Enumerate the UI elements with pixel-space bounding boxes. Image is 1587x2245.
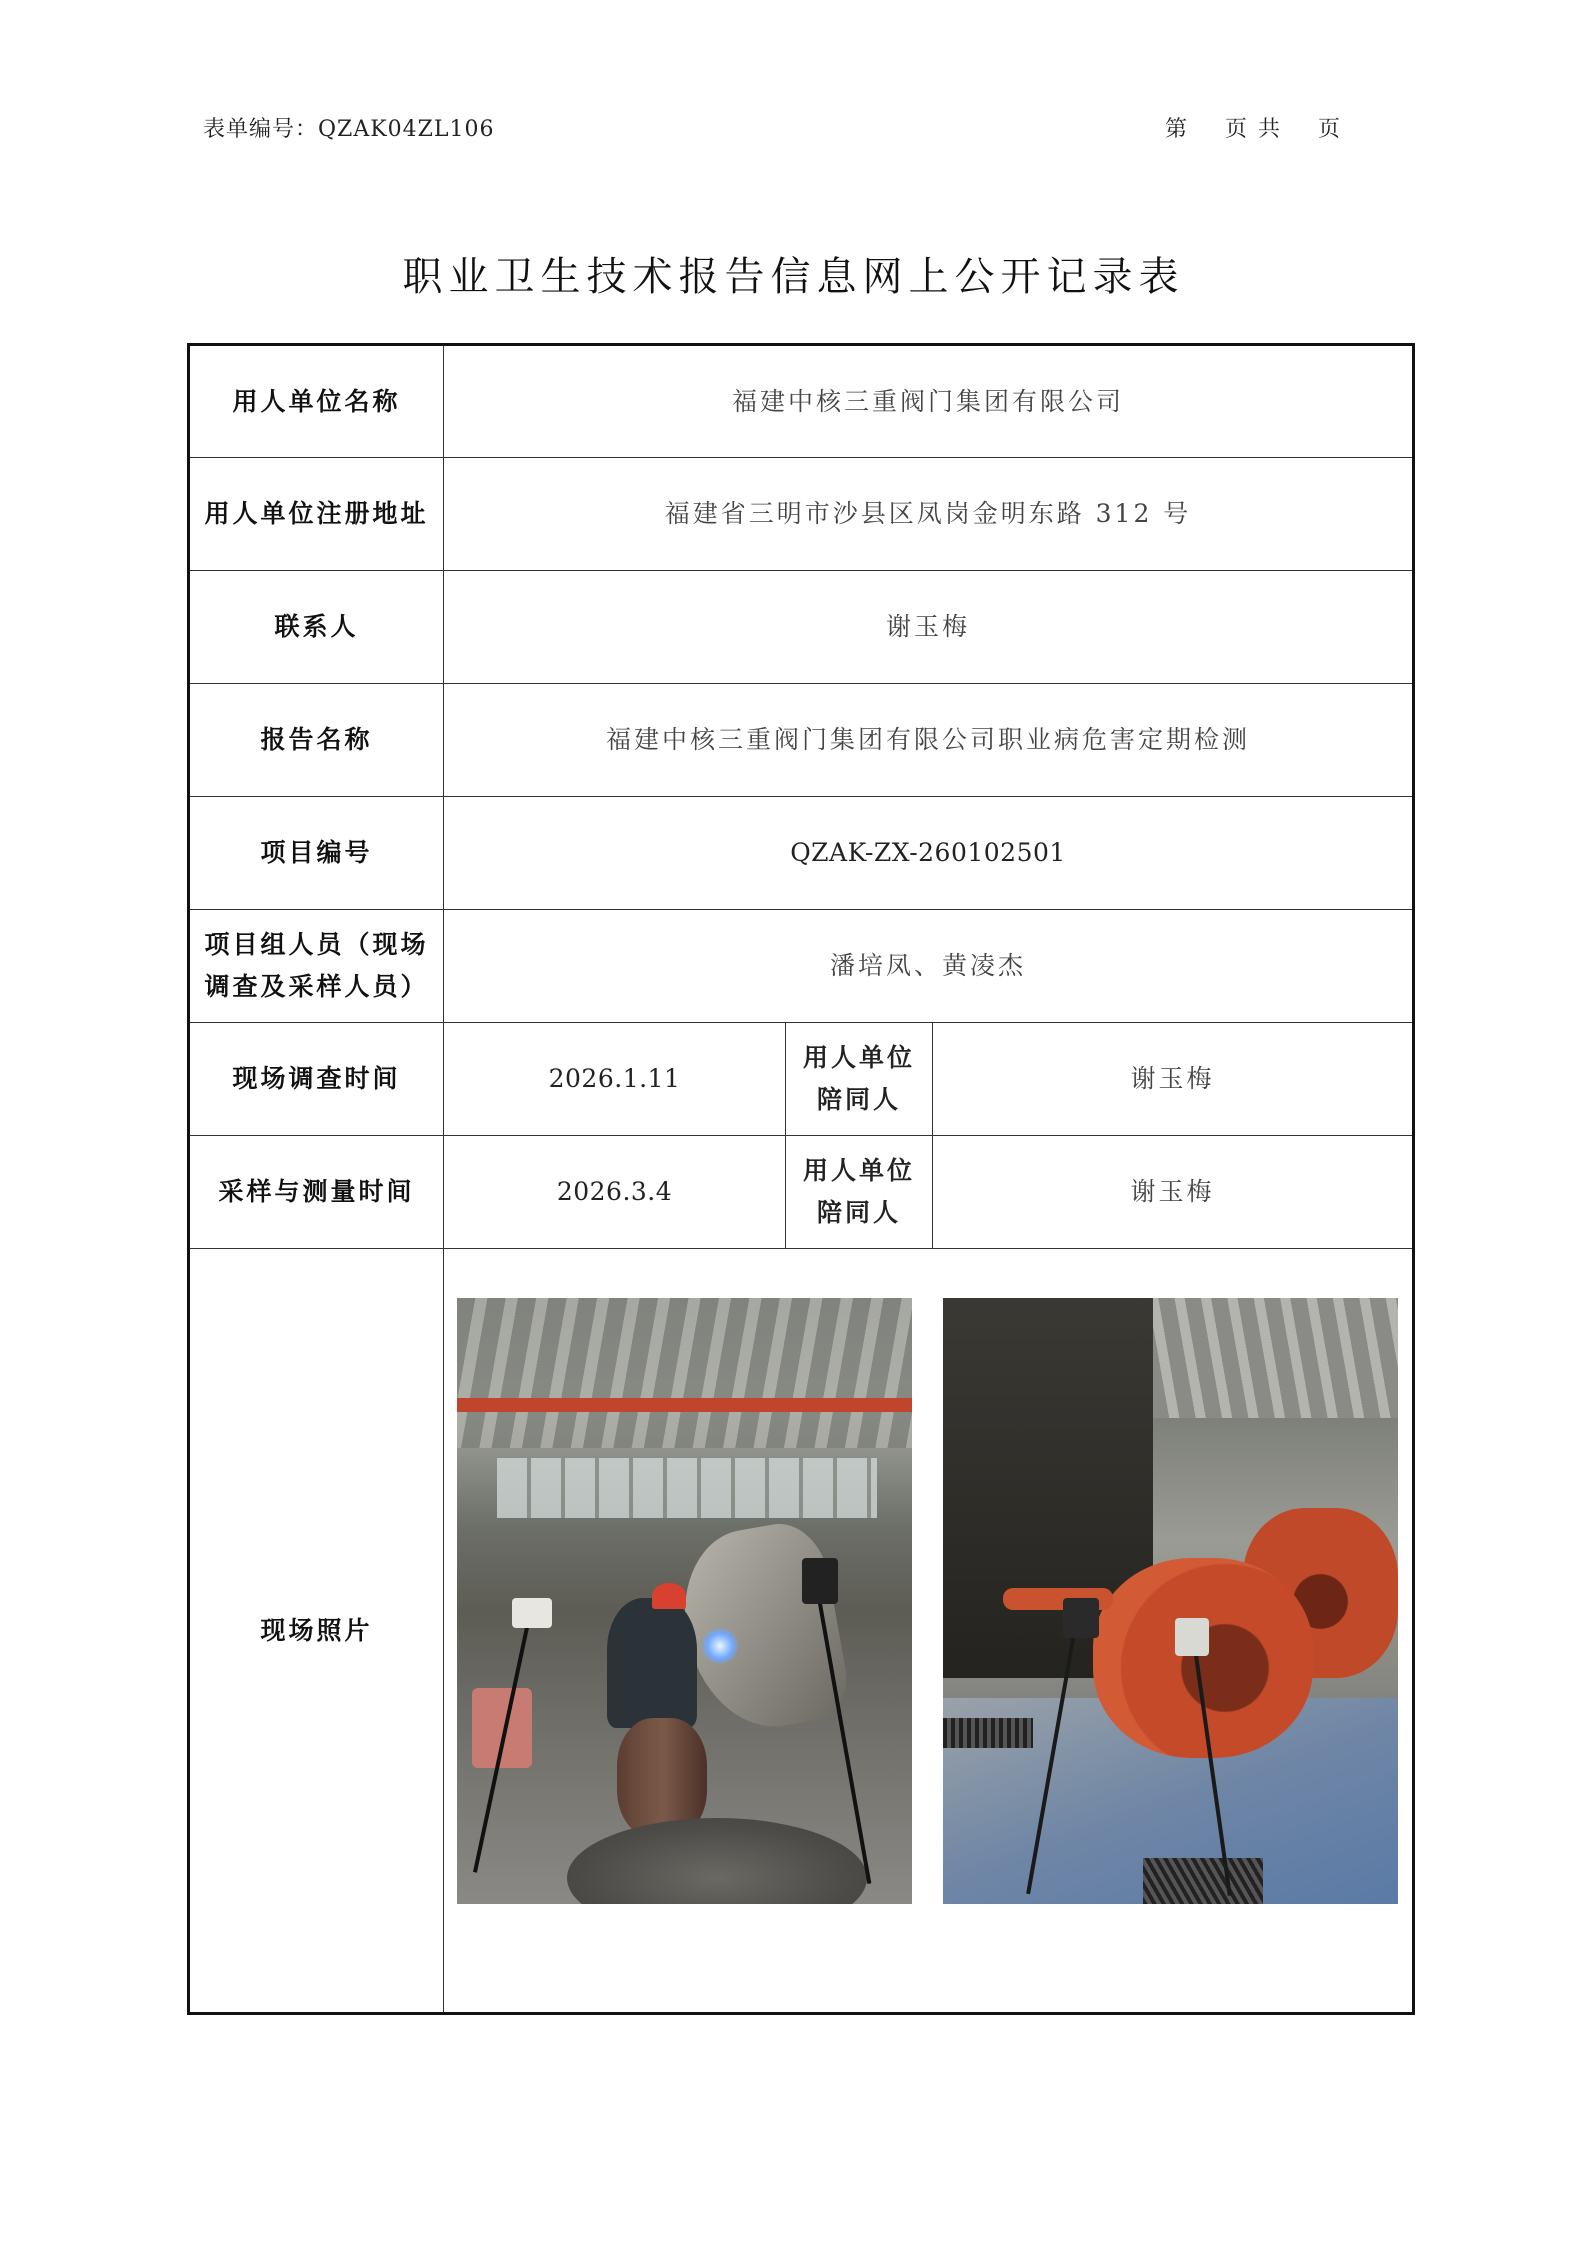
table-row-photos [189, 1249, 1414, 2014]
site-photo-valves [943, 1298, 1398, 1904]
photos-cell [444, 1249, 1414, 2014]
report-name-label: 报告名称 [189, 684, 444, 797]
sampling-companion-label-line2: 陪同人 [816, 1198, 901, 1227]
page-info: 第 页 共 页 [1165, 117, 1342, 142]
table-row-contact [189, 571, 1414, 684]
site-photo-welding [457, 1298, 912, 1904]
sampling-companion-value: 谢玉梅 [933, 1136, 1414, 1249]
unit-address-value: 福建省三明市沙县区凤岗金明东路 312 号 [444, 458, 1414, 571]
team-value: 潘培凤、黄凌杰 [444, 910, 1414, 1023]
survey-time-label: 现场调查时间 [189, 1023, 444, 1136]
team-label [189, 910, 444, 1023]
sampling-companion-label-line1: 用人单位 [802, 1156, 915, 1185]
project-no-value: QZAK-ZX-260102501 [444, 797, 1414, 910]
sampling-time-label: 采样与测量时间 [189, 1136, 444, 1249]
record-table [187, 343, 1415, 2015]
survey-companion-label-line2: 陪同人 [816, 1085, 901, 1114]
report-name-value: 福建中核三重阀门集团有限公司职业病危害定期检测 [444, 684, 1414, 797]
table-row-team [189, 910, 1414, 1023]
table-row-project-no [189, 797, 1414, 910]
table-row-sampling-time [189, 1136, 1414, 1249]
survey-companion-label [786, 1023, 933, 1136]
unit-name-label: 用人单位名称 [189, 345, 444, 458]
team-label-line2: 调查及采样人员） [204, 972, 429, 1001]
sampling-time-value: 2026.3.4 [444, 1136, 786, 1249]
photos-label: 现场照片 [189, 1249, 444, 2014]
table-row-report-name [189, 684, 1414, 797]
unit-address-label: 用人单位注册地址 [189, 458, 444, 571]
contact-value: 谢玉梅 [444, 571, 1414, 684]
survey-companion-label-line1: 用人单位 [802, 1043, 915, 1072]
photo-gallery [444, 1298, 1412, 1904]
unit-name-value: 福建中核三重阀门集团有限公司 [444, 345, 1414, 458]
project-no-label: 项目编号 [189, 797, 444, 910]
form-number: 表单编号：QZAK04ZL106 [203, 117, 495, 142]
sampling-companion-label [786, 1136, 933, 1249]
table-row-unit-name [189, 345, 1414, 458]
survey-time-value: 2026.1.11 [444, 1023, 786, 1136]
table-row-unit-address [189, 458, 1414, 571]
table-row-survey-time [189, 1023, 1414, 1136]
contact-label: 联系人 [189, 571, 444, 684]
team-label-line1: 项目组人员（现场 [204, 930, 429, 959]
page-title: 职业卫生技术报告信息网上公开记录表 [402, 254, 1185, 300]
survey-companion-value: 谢玉梅 [933, 1023, 1414, 1136]
